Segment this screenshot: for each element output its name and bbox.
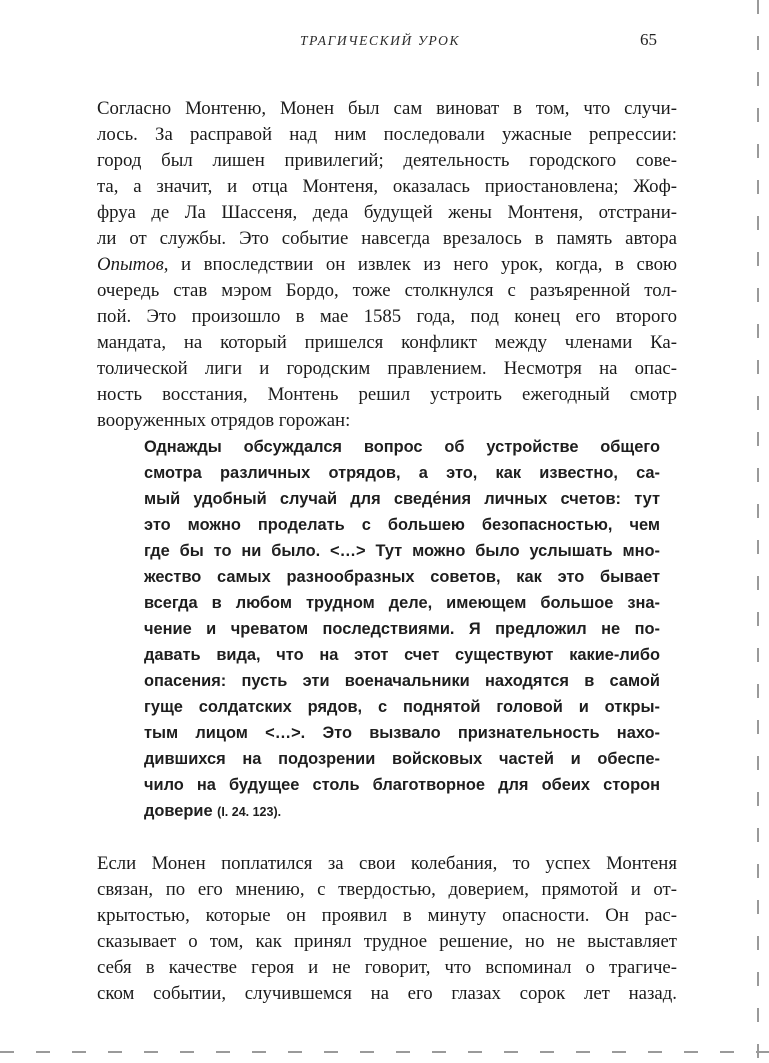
quote-line: Однажды обсуждался вопрос об устройстве общего	[144, 438, 660, 456]
text-line: крытостью, которые он проявил в минуту опасности. Он рас-	[97, 905, 677, 926]
quote-line: жество самых разнообразных советов, как это бывает	[144, 568, 660, 586]
text-line: сказывает о том, как принял трудное решение, но не выставляет	[97, 931, 677, 952]
quote-line	[144, 798, 660, 824]
quote-line: это можно проделать с большею безопасностью, чем	[144, 516, 660, 534]
book-title-italic: Опытов	[97, 254, 164, 275]
crop-marks-right	[757, 0, 759, 1063]
quote-line: гуще солдатских рядов, с поднятой головой и откры-	[144, 698, 660, 716]
quote-line: где бы то ни было. <…> Тут можно было услышать мно-	[144, 542, 660, 560]
body-paragraph-2	[97, 851, 677, 1007]
quote-line: тым лицом <…>. Это вызвало признательность нахо-	[144, 724, 660, 742]
text-line: та, а значит, и отца Монтеня, оказалась приостановлена; Жоф-	[97, 176, 677, 197]
text-line	[97, 252, 677, 278]
text-line: мандата, на который пришелся конфликт между членами Ка-	[97, 332, 677, 353]
running-head: ТРАГИЧЕСКИЙ УРОК	[300, 33, 461, 48]
text-line: ском событии, случившемся на его глазах сорок лет назад.	[97, 983, 677, 1004]
text-line: Согласно Монтеню, Монен был сам виноват в том, что случи-	[97, 98, 677, 119]
quote-line: мый удобный случай для сведе́ния личных счетов: тут	[144, 490, 660, 508]
text-line: связан, по его мнению, с твердостью, доверием, прямотой и от-	[97, 879, 677, 900]
text-line: лось. За расправой над ним последовали ужасные репрессии:	[97, 124, 677, 145]
quote-line: чило на будущее столь благотворное для обеих сторон	[144, 776, 660, 794]
text-line: пой. Это произошло в мае 1585 года, под конец его второго	[97, 306, 677, 327]
quote-line: всегда в любом трудном деле, имеющем большое зна-	[144, 594, 660, 612]
quote-line: дившихся на подозрении войсковых частей и обеспе-	[144, 750, 660, 768]
text-line: себя в качестве героя и не говорит, что вспоминал о трагиче-	[97, 957, 677, 978]
citation: (I. 24. 123).	[217, 805, 282, 819]
block-quote	[144, 434, 660, 824]
quote-line: давать вида, что на этот счет существуют какие-либо	[144, 646, 660, 664]
text-line: толической лиги и городским правлением. Несмотря на опас-	[97, 358, 677, 379]
text-line: ли от службы. Это событие навсегда врезалось в память автора	[97, 228, 677, 249]
text-fragment: , и впоследствии он извлек из него урок, когда, в свою	[163, 254, 677, 275]
text-line: Если Монен поплатился за свои колебания, то успех Монтеня	[97, 853, 677, 874]
quote-line: опасения: пусть эти военачальники находятся в самой	[144, 672, 660, 690]
text-line: город был лишен привилегий; деятельность городского сове-	[97, 150, 677, 171]
quote-line: смотра различных отрядов, а это, как известно, са-	[144, 464, 660, 482]
page-number: 65	[640, 30, 657, 49]
body-paragraph-1	[97, 96, 677, 434]
crop-marks-bottom	[0, 1051, 769, 1053]
quote-text-fragment: доверие	[144, 802, 213, 820]
quote-line: чение и чреватом последствиями. Я предложил не по-	[144, 620, 660, 638]
text-line: фруа де Ла Шассеня, деда будущей жены Монтеня, отстрани-	[97, 202, 677, 223]
text-line: ность восстания, Монтень решил устроить ежегодный смотр	[97, 384, 677, 405]
text-line: очередь став мэром Бордо, тоже столкнулся с разъяренной тол-	[97, 280, 677, 301]
text-line: вооруженных отрядов горожан:	[97, 410, 351, 431]
